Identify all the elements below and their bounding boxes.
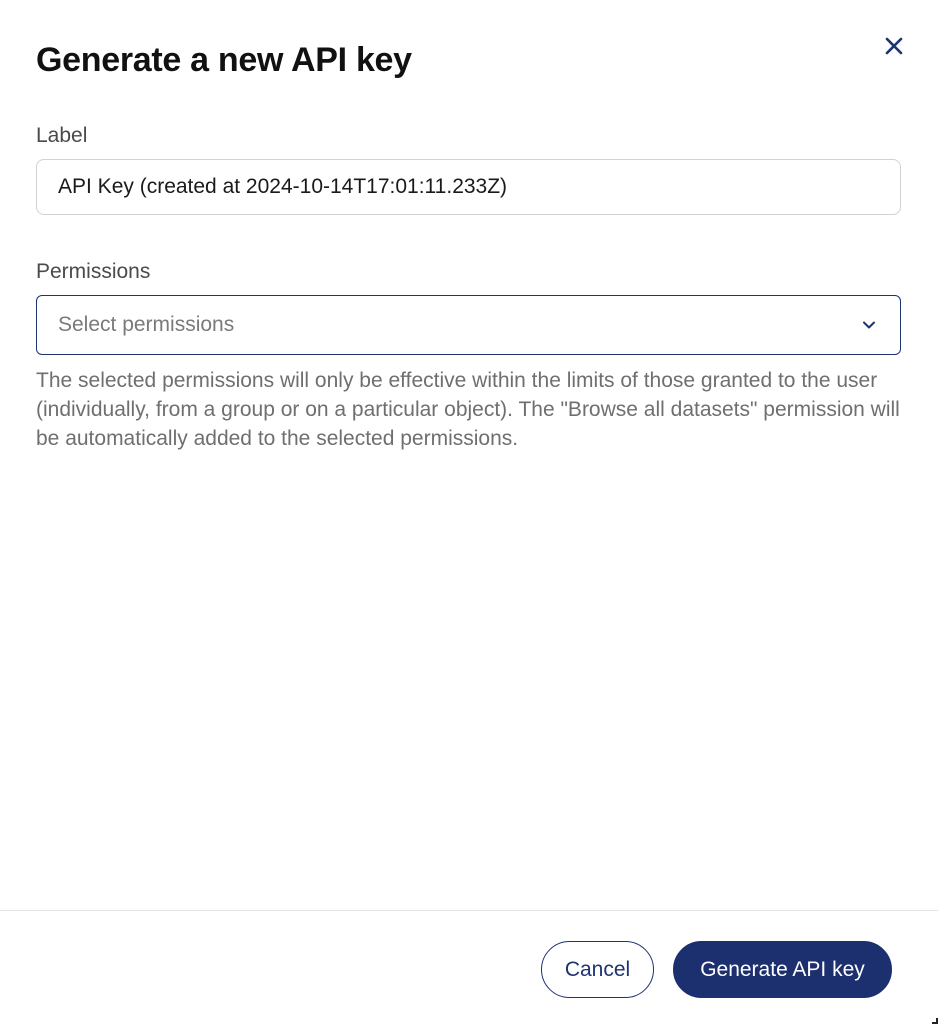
label-field-label: Label: [36, 124, 88, 147]
footer-divider: [0, 910, 938, 911]
close-button[interactable]: [878, 30, 910, 62]
permissions-select[interactable]: [36, 295, 901, 355]
dialog-title: Generate a new API key: [36, 41, 412, 79]
permissions-field-label: Permissions: [36, 260, 151, 283]
chevron-down-icon: [859, 315, 879, 335]
label-input[interactable]: [36, 159, 901, 215]
cancel-button[interactable]: Cancel: [541, 941, 654, 998]
permissions-help-text: The selected permissions will only be effective within the limits of those granted to the user (individually, from a group or on a particular object). The "Browse all datasets" permission will be automatically added to the selected permissions.: [36, 369, 900, 450]
generate-api-key-button[interactable]: Generate API key: [673, 941, 892, 998]
close-icon: [884, 36, 904, 56]
permissions-select-placeholder: Select permissions: [58, 313, 235, 336]
resize-handle[interactable]: [932, 1018, 938, 1024]
